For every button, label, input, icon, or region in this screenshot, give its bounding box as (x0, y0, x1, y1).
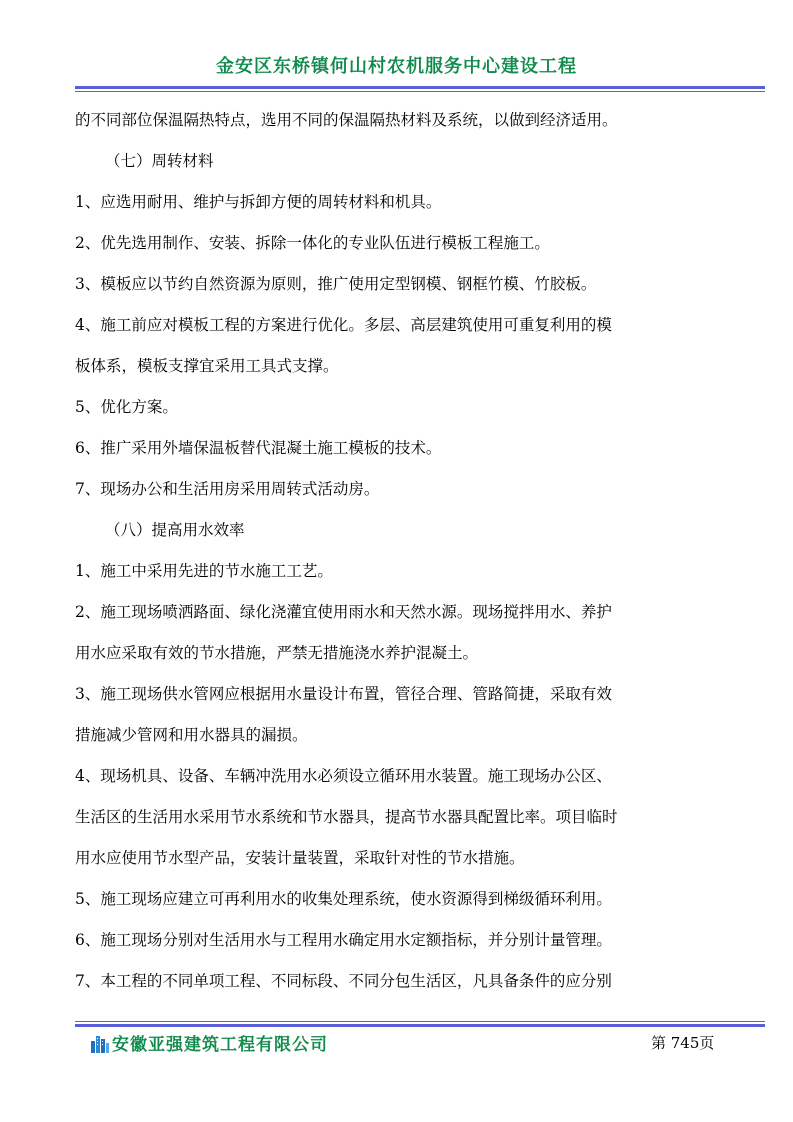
body-text-line: 3、施工现场供水管网应根据用水量设计布置，管径合理、管路简捷，采取有效 (75, 685, 612, 703)
body-text-line: 2、优先选用制作、安装、拆除一体化的专业队伍进行模板工程施工。 (75, 234, 550, 252)
body-text-line: 板体系，模板支撑宜采用工具式支撑。 (75, 357, 339, 375)
body-text-line: 1、施工中采用先进的节水施工工艺。 (75, 562, 333, 580)
body-text-line: 3、模板应以节约自然资源为原则，推广使用定型钢模、钢框竹模、竹胶板。 (75, 275, 597, 293)
body-text-line: 7、现场办公和生活用房采用周转式活动房。 (75, 480, 380, 498)
body-text-line: 措施减少管网和用水器具的漏损。 (75, 726, 308, 744)
body-text-line: 6、推广采用外墙保温板替代混凝土施工模板的技术。 (75, 439, 442, 457)
body-text-line: 生活区的生活用水采用节水系统和节水器具，提高节水器具配置比率。项目临时 (75, 808, 618, 826)
body-text-line: 的不同部位保温隔热特点，选用不同的保温隔热材料及系统，以做到经济适用。 (75, 111, 618, 129)
page-header-title: 金安区东桥镇何山村农机服务中心建设工程 (216, 56, 577, 77)
body-text-line: 1、应选用耐用、维护与拆卸方便的周转材料和机具。 (75, 193, 442, 211)
footer-page-number: 第 745页 (651, 1034, 715, 1052)
body-text-line: 5、优化方案。 (75, 398, 178, 416)
building-logo-icon (90, 1033, 110, 1053)
document-body (75, 100, 717, 1002)
footer-rule-thin (75, 1021, 765, 1022)
footer-rule-thick (75, 1024, 765, 1027)
footer-company-name: 安徽亚强建筑工程有限公司 (112, 1035, 328, 1055)
body-text-line: 6、施工现场分别对生活用水与工程用水确定用水定额指标，并分别计量管理。 (75, 931, 612, 949)
section-heading: （七）周转材料 (105, 152, 214, 170)
header-rule-thick (75, 86, 765, 89)
body-text-line: 5、施工现场应建立可再利用水的收集处理系统，使水资源得到梯级循环利用。 (75, 890, 612, 908)
body-text-line: 7、本工程的不同单项工程、不同标段、不同分包生活区，凡具备条件的应分别 (75, 972, 612, 990)
body-text-line: 2、施工现场喷洒路面、绿化浇灌宜使用雨水和天然水源。现场搅拌用水、养护 (75, 603, 612, 621)
section-heading: （八）提高用水效率 (105, 521, 245, 539)
body-text-line: 用水应使用节水型产品，安装计量装置，采取针对性的节水措施。 (75, 849, 525, 867)
header-rule-thin (75, 91, 765, 92)
body-text-line: 4、现场机具、设备、车辆冲洗用水必须设立循环用水装置。施工现场办公区、 (75, 767, 612, 785)
body-text-line: 用水应采取有效的节水措施，严禁无措施浇水养护混凝土。 (75, 644, 479, 662)
body-text-line: 4、施工前应对模板工程的方案进行优化。多层、高层建筑使用可重复利用的模 (75, 316, 612, 334)
